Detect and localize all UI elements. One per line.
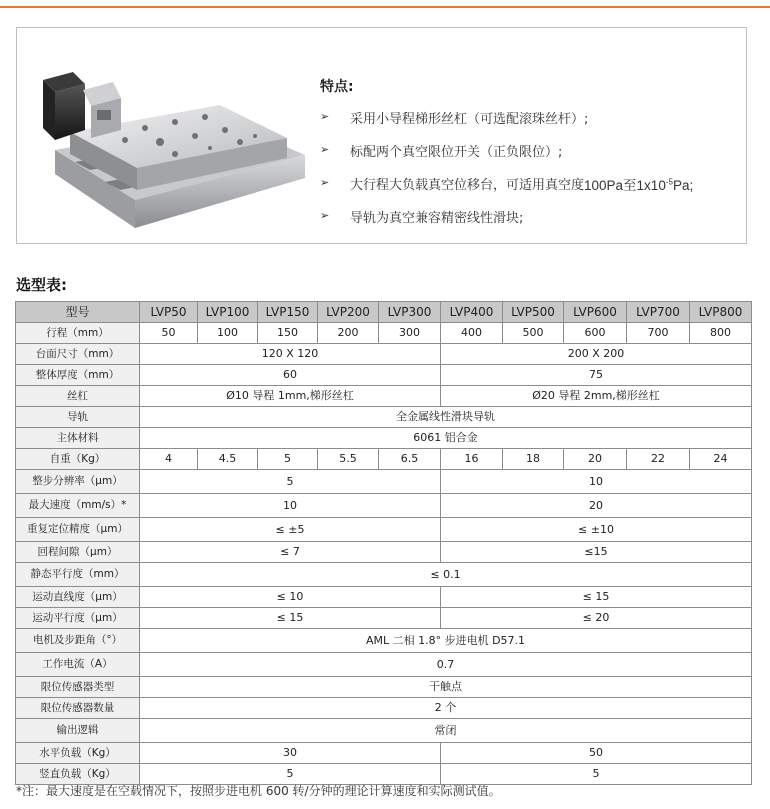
feature-panel bbox=[16, 27, 747, 244]
repeatability-row bbox=[16, 518, 752, 542]
resolution-row bbox=[16, 470, 752, 494]
travel-row bbox=[16, 323, 752, 344]
row-label: 运动直线度（μm） bbox=[16, 587, 140, 608]
row-label: 台面尺寸（mm） bbox=[16, 344, 140, 365]
model-cell: LVP500 bbox=[503, 302, 564, 323]
table-cell: 200 X 200 bbox=[441, 344, 752, 365]
row-label: 限位传感器数量 bbox=[16, 698, 140, 719]
row-label: 行程（mm） bbox=[16, 323, 140, 344]
table-cell: ≤ 20 bbox=[441, 608, 752, 629]
selection-table bbox=[15, 301, 752, 785]
row-label: 限位传感器类型 bbox=[16, 677, 140, 698]
table-cell: 600 bbox=[564, 323, 627, 344]
row-label: 整步分辨率（μm） bbox=[16, 470, 140, 494]
model-cell: LVP400 bbox=[441, 302, 503, 323]
model-cell: LVP200 bbox=[318, 302, 379, 323]
model-cell: LVP800 bbox=[690, 302, 752, 323]
table-cell: 75 bbox=[441, 365, 752, 386]
table-cell: 800 bbox=[690, 323, 752, 344]
row-label: 运动平行度（μm） bbox=[16, 608, 140, 629]
table-cell: 6.5 bbox=[379, 449, 441, 470]
table-cell: 30 bbox=[140, 743, 441, 764]
table-cell: ≤15 bbox=[441, 542, 752, 563]
row-label: 回程间隙（μm） bbox=[16, 542, 140, 563]
table-cell: 10 bbox=[140, 494, 441, 518]
model-cell: LVP100 bbox=[198, 302, 258, 323]
table-cell: 50 bbox=[140, 323, 198, 344]
features-title: 特点: bbox=[320, 79, 354, 95]
sensor-type-row bbox=[16, 677, 752, 698]
vacuum-stage-product-image bbox=[25, 50, 307, 232]
table-cell: 300 bbox=[379, 323, 441, 344]
table-cell: ≤ 15 bbox=[140, 608, 441, 629]
table-cell: 干触点 bbox=[140, 677, 752, 698]
table-cell: Ø10 导程 1mm,梯形丝杠 bbox=[140, 386, 441, 407]
table-cell: 5 bbox=[140, 764, 441, 785]
table-cell: 24 bbox=[690, 449, 752, 470]
table-cell: 50 bbox=[441, 743, 752, 764]
table-cell: ≤ 7 bbox=[140, 542, 441, 563]
row-label: 工作电流（A） bbox=[16, 653, 140, 677]
model-cell: LVP600 bbox=[564, 302, 627, 323]
row-label: 竖直负载（Kg） bbox=[16, 764, 140, 785]
material-row bbox=[16, 428, 752, 449]
table-cell: 100 bbox=[198, 323, 258, 344]
table-cell: 4.5 bbox=[198, 449, 258, 470]
arrow-bullet-icon: ➢ bbox=[320, 209, 330, 222]
row-label: 丝杠 bbox=[16, 386, 140, 407]
table-cell: 700 bbox=[627, 323, 690, 344]
table-cell: ≤ ±10 bbox=[441, 518, 752, 542]
features-list bbox=[320, 108, 693, 240]
sensor-count-row bbox=[16, 698, 752, 719]
table-cell: 150 bbox=[258, 323, 318, 344]
static-parallel-row bbox=[16, 563, 752, 587]
row-label: 整体厚度（mm） bbox=[16, 365, 140, 386]
table-cell: 全金属线性滑块导轨 bbox=[140, 407, 752, 428]
model-cell: LVP300 bbox=[379, 302, 441, 323]
feature-item: ➢ 采用小导程梯形丝杠（可选配滚珠丝杆）; bbox=[320, 110, 589, 127]
model-cell: LVP700 bbox=[627, 302, 690, 323]
table-cell: 22 bbox=[627, 449, 690, 470]
screw-row bbox=[16, 386, 752, 407]
motor-row bbox=[16, 629, 752, 653]
output-logic-row bbox=[16, 719, 752, 743]
header-row bbox=[16, 302, 752, 323]
current-row bbox=[16, 653, 752, 677]
feature-item: ➢ 标配两个真空限位开关（正负限位）; bbox=[320, 143, 563, 160]
arrow-bullet-icon: ➢ bbox=[320, 176, 330, 189]
row-label: 重复定位精度（μm） bbox=[16, 518, 140, 542]
vacuum-range: 100Pa至$1x10^{-5}Pa$; bbox=[584, 177, 694, 193]
table-cell: 0.7 bbox=[140, 653, 752, 677]
max-speed-row bbox=[16, 494, 752, 518]
table-cell: AML 二相 1.8° 步进电机 D57.1 bbox=[140, 629, 752, 653]
table-cell: 10 bbox=[441, 470, 752, 494]
table-cell: Ø20 导程 2mm,梯形丝杠 bbox=[441, 386, 752, 407]
table-cell: 16 bbox=[441, 449, 503, 470]
table-cell: ≤ ±5 bbox=[140, 518, 441, 542]
row-label: 最大速度（mm/s）* bbox=[16, 494, 140, 518]
footnote: *注：最大速度是在空载情况下，按照步进电机 600 转/分钟的理论计算速度和实际测试值。 bbox=[16, 784, 501, 798]
row-label: 电机及步距角（°） bbox=[16, 629, 140, 653]
straightness-row bbox=[16, 587, 752, 608]
model-header: 型号 bbox=[16, 302, 140, 323]
motion-parallel-row bbox=[16, 608, 752, 629]
table-cell: 5 bbox=[258, 449, 318, 470]
feature-item: ➢ 大行程大负载真空位移台，可适用真空度 100Pa至$1x10^{-5}Pa$; bbox=[320, 176, 694, 193]
table-cell: 120 X 120 bbox=[140, 344, 441, 365]
row-label: 自重（Kg） bbox=[16, 449, 140, 470]
arrow-bullet-icon: ➢ bbox=[320, 110, 330, 123]
table-size-row bbox=[16, 344, 752, 365]
table-cell: 20 bbox=[441, 494, 752, 518]
arrow-bullet-icon: ➢ bbox=[320, 143, 330, 156]
table-cell: 5 bbox=[441, 764, 752, 785]
row-label: 静态平行度（mm） bbox=[16, 563, 140, 587]
table-cell: 6061 铝合金 bbox=[140, 428, 752, 449]
table-cell: ≤ 0.1 bbox=[140, 563, 752, 587]
table-cell: 4 bbox=[140, 449, 198, 470]
table-cell: 5.5 bbox=[318, 449, 379, 470]
table-cell: 400 bbox=[441, 323, 503, 344]
table-cell: 5 bbox=[140, 470, 441, 494]
table-cell: 常闭 bbox=[140, 719, 752, 743]
backlash-row bbox=[16, 542, 752, 563]
table-cell: 20 bbox=[564, 449, 627, 470]
h-load-row bbox=[16, 743, 752, 764]
table-cell: ≤ 10 bbox=[140, 587, 441, 608]
model-cell: LVP50 bbox=[140, 302, 198, 323]
thickness-row bbox=[16, 365, 752, 386]
table-cell: 200 bbox=[318, 323, 379, 344]
feature-item: ➢ 导轨为真空兼容精密线性滑块; bbox=[320, 209, 524, 226]
table-cell: ≤ 15 bbox=[441, 587, 752, 608]
top-accent-rule bbox=[0, 6, 770, 8]
table-cell: 2 个 bbox=[140, 698, 752, 719]
weight-row bbox=[16, 449, 752, 470]
selection-table-title: 选型表: bbox=[16, 276, 67, 294]
row-label: 主体材料 bbox=[16, 428, 140, 449]
row-label: 输出逻辑 bbox=[16, 719, 140, 743]
table-cell: 500 bbox=[503, 323, 564, 344]
rail-row bbox=[16, 407, 752, 428]
table-cell: 60 bbox=[140, 365, 441, 386]
row-label: 水平负载（Kg） bbox=[16, 743, 140, 764]
model-cell: LVP150 bbox=[258, 302, 318, 323]
row-label: 导轨 bbox=[16, 407, 140, 428]
table-cell: 18 bbox=[503, 449, 564, 470]
